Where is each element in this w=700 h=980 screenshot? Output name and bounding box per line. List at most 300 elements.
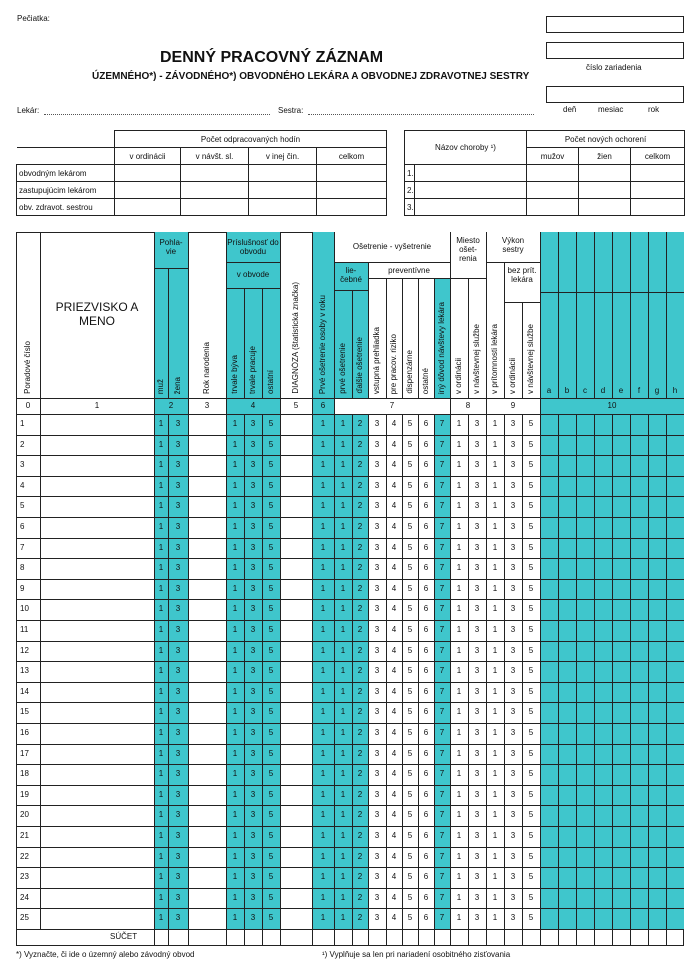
disease-row-number: 3. bbox=[405, 199, 415, 216]
code-cell: 1 bbox=[456, 707, 462, 717]
code-cell: 7 bbox=[439, 872, 445, 882]
code-cell: 7 bbox=[439, 851, 445, 861]
hours-cell[interactable] bbox=[181, 165, 249, 182]
extra-column-header: d bbox=[600, 386, 606, 395]
code-cell: 1 bbox=[456, 892, 462, 902]
code-cell: 1 bbox=[232, 769, 238, 779]
patient-name-cell[interactable] bbox=[41, 683, 153, 702]
code-cell: 5 bbox=[407, 789, 413, 799]
code-cell: 3 bbox=[175, 769, 181, 779]
code-cell: 5 bbox=[268, 480, 274, 490]
nurse-field[interactable] bbox=[308, 114, 534, 115]
sum-cell[interactable] bbox=[369, 930, 386, 945]
column-line bbox=[402, 232, 403, 946]
code-cell: 1 bbox=[158, 625, 164, 634]
code-cell: 1 bbox=[492, 666, 498, 676]
code-cell: 4 bbox=[391, 480, 397, 490]
code-cell: 6 bbox=[423, 563, 429, 573]
code-cell: 7 bbox=[439, 583, 445, 593]
code-cell: 5 bbox=[268, 460, 274, 470]
patient-name-cell[interactable] bbox=[41, 642, 153, 661]
code-cell: 3 bbox=[374, 645, 380, 655]
hours-cell[interactable] bbox=[317, 165, 387, 182]
code-cell: 6 bbox=[423, 460, 429, 470]
shaded-column bbox=[666, 232, 684, 929]
code-cell: 5 bbox=[528, 831, 534, 840]
code-cell: 3 bbox=[474, 666, 480, 676]
district-lives-header: trvale býva bbox=[230, 355, 239, 394]
code-cell: 3 bbox=[510, 542, 516, 552]
code-cell: 6 bbox=[423, 583, 429, 593]
patient-name-cell[interactable] bbox=[41, 765, 153, 784]
sum-label: SÚČET bbox=[110, 932, 138, 941]
code-cell: 2 bbox=[357, 872, 363, 882]
code-cell: 5 bbox=[407, 501, 413, 511]
hours-cell[interactable] bbox=[317, 182, 387, 199]
disease-cell[interactable] bbox=[631, 182, 685, 199]
code-cell: 1 bbox=[320, 707, 326, 717]
header-line bbox=[334, 262, 450, 263]
patient-name-cell[interactable] bbox=[41, 539, 153, 558]
code-cell: 3 bbox=[510, 501, 516, 511]
code-cell: 1 bbox=[492, 872, 498, 882]
disease-cell[interactable] bbox=[579, 199, 631, 216]
code-cell: 1 bbox=[492, 480, 498, 490]
sum-cell[interactable] bbox=[451, 930, 468, 945]
column-line bbox=[280, 232, 281, 946]
sum-cell[interactable] bbox=[435, 930, 450, 945]
code-cell: 5 bbox=[528, 501, 534, 511]
code-cell: 3 bbox=[175, 728, 181, 737]
code-cell: 3 bbox=[250, 913, 256, 923]
code-cell: 4 bbox=[391, 913, 397, 923]
code-cell: 3 bbox=[250, 789, 256, 799]
code-cell: 5 bbox=[407, 460, 413, 470]
code-cell: 1 bbox=[158, 645, 164, 655]
column-line bbox=[486, 232, 487, 946]
code-cell: 3 bbox=[474, 728, 480, 737]
code-cell: 1 bbox=[492, 501, 498, 511]
code-cell: 3 bbox=[250, 460, 256, 470]
disease-name-cell[interactable] bbox=[415, 165, 527, 182]
hours-cell[interactable] bbox=[249, 199, 317, 216]
code-cell: 1 bbox=[320, 769, 326, 779]
code-cell: 1 bbox=[320, 748, 326, 758]
patient-name-cell[interactable] bbox=[41, 848, 153, 867]
hours-cell[interactable] bbox=[115, 199, 181, 216]
place-header: Miesto ošet-renia bbox=[456, 236, 480, 263]
code-cell: 1 bbox=[340, 707, 346, 717]
code-cell: 1 bbox=[232, 686, 238, 696]
code-cell: 4 bbox=[391, 645, 397, 655]
code-cell: 1 bbox=[232, 851, 238, 861]
code-cell: 3 bbox=[374, 810, 380, 820]
column-line bbox=[368, 232, 369, 946]
code-cell: 3 bbox=[250, 707, 256, 717]
row-number: 23 bbox=[20, 872, 29, 882]
patient-name-cell[interactable] bbox=[41, 827, 153, 846]
code-cell: 3 bbox=[250, 666, 256, 676]
code-cell: 1 bbox=[340, 480, 346, 490]
patient-name-cell[interactable] bbox=[41, 724, 153, 743]
code-cell: 3 bbox=[374, 686, 380, 696]
hours-cell[interactable] bbox=[249, 182, 317, 199]
code-cell: 5 bbox=[407, 851, 413, 861]
code-cell: 5 bbox=[528, 583, 534, 593]
code-cell: 3 bbox=[374, 625, 380, 634]
code-cell: 1 bbox=[232, 480, 238, 490]
code-cell: 1 bbox=[232, 831, 238, 840]
patient-name-cell[interactable] bbox=[41, 497, 153, 516]
code-cell: 6 bbox=[423, 542, 429, 552]
code-cell: 3 bbox=[175, 872, 181, 882]
code-cell: 1 bbox=[320, 583, 326, 593]
doctor-label: Lekár: bbox=[17, 106, 40, 115]
code-cell: 3 bbox=[250, 851, 256, 861]
patient-name-cell[interactable] bbox=[41, 580, 153, 599]
code-cell: 1 bbox=[232, 542, 238, 552]
extra-column-header: g bbox=[654, 386, 660, 395]
column-number: 8 bbox=[465, 401, 471, 410]
code-cell: 1 bbox=[456, 686, 462, 696]
code-cell: 1 bbox=[158, 913, 164, 923]
code-cell: 6 bbox=[423, 666, 429, 676]
patient-name-cell[interactable] bbox=[41, 745, 153, 764]
code-cell: 6 bbox=[423, 522, 429, 531]
code-cell: 5 bbox=[528, 728, 534, 737]
code-cell: 1 bbox=[340, 769, 346, 779]
code-cell: 3 bbox=[374, 542, 380, 552]
disease-cell[interactable] bbox=[579, 165, 631, 182]
code-cell: 2 bbox=[357, 501, 363, 511]
column-line bbox=[154, 232, 155, 946]
code-cell: 3 bbox=[510, 913, 516, 923]
code-cell: 5 bbox=[407, 728, 413, 737]
disease-cell[interactable] bbox=[527, 182, 579, 199]
code-cell: 5 bbox=[407, 666, 413, 676]
code-cell: 1 bbox=[232, 645, 238, 655]
hours-cell[interactable] bbox=[181, 182, 249, 199]
code-cell: 1 bbox=[232, 460, 238, 470]
code-cell: 1 bbox=[456, 913, 462, 923]
code-cell: 5 bbox=[268, 645, 274, 655]
code-cell: 5 bbox=[268, 666, 274, 676]
disease-cell[interactable] bbox=[527, 199, 579, 216]
patient-name-cell[interactable] bbox=[41, 662, 153, 681]
header-line bbox=[450, 278, 486, 279]
patient-name-cell[interactable] bbox=[41, 868, 153, 887]
code-cell: 3 bbox=[374, 563, 380, 573]
district-works-header: trvale pracuje bbox=[248, 345, 257, 394]
code-cell: 3 bbox=[250, 522, 256, 531]
code-cell: 3 bbox=[374, 913, 380, 923]
code-cell: 1 bbox=[320, 460, 326, 470]
code-cell: 6 bbox=[423, 625, 429, 634]
code-cell: 3 bbox=[250, 542, 256, 552]
row-number: 14 bbox=[20, 686, 29, 696]
code-cell: 3 bbox=[374, 460, 380, 470]
sum-cell[interactable] bbox=[387, 930, 402, 945]
code-cell: 4 bbox=[391, 851, 397, 861]
code-cell: 1 bbox=[492, 439, 498, 449]
code-cell: 3 bbox=[510, 789, 516, 799]
code-cell: 3 bbox=[510, 522, 516, 531]
row-number: 22 bbox=[20, 851, 29, 861]
code-cell: 7 bbox=[439, 542, 445, 552]
date-label-day: deň bbox=[563, 105, 577, 114]
sum-cell[interactable] bbox=[505, 930, 522, 945]
patient-name-cell[interactable] bbox=[41, 456, 153, 475]
hours-cell[interactable] bbox=[249, 165, 317, 182]
sum-cell[interactable] bbox=[353, 930, 368, 945]
code-cell: 3 bbox=[510, 625, 516, 634]
patient-name-cell[interactable] bbox=[41, 909, 153, 928]
code-cell: 2 bbox=[357, 892, 363, 902]
extra-column-header: f bbox=[637, 386, 641, 395]
patient-name-cell[interactable] bbox=[41, 600, 153, 619]
column-line bbox=[504, 232, 505, 946]
new-cases-col: celkom bbox=[631, 148, 685, 165]
code-cell: 5 bbox=[528, 892, 534, 902]
code-cell: 3 bbox=[250, 563, 256, 573]
disease-name-header: Názov choroby ¹) bbox=[405, 131, 527, 165]
code-cell: 6 bbox=[423, 851, 429, 861]
disease-cell[interactable] bbox=[579, 182, 631, 199]
code-cell: 1 bbox=[158, 686, 164, 696]
code-cell: 1 bbox=[456, 748, 462, 758]
code-cell: 5 bbox=[528, 810, 534, 820]
code-cell: 5 bbox=[528, 769, 534, 779]
nurse-label: Sestra: bbox=[278, 106, 304, 115]
disease-table bbox=[404, 130, 685, 216]
facility-number-box[interactable] bbox=[546, 42, 684, 59]
patient-name-cell[interactable] bbox=[41, 559, 153, 578]
column-line bbox=[386, 232, 387, 946]
code-cell: 3 bbox=[175, 522, 181, 531]
code-cell: 3 bbox=[474, 831, 480, 840]
date-box[interactable] bbox=[546, 86, 684, 103]
patient-name-cell[interactable] bbox=[41, 703, 153, 722]
column-line bbox=[594, 232, 595, 946]
code-cell: 3 bbox=[175, 666, 181, 676]
code-cell: 5 bbox=[268, 810, 274, 820]
code-cell: 5 bbox=[407, 563, 413, 573]
footnote-special: ¹) Vyplňuje sa len pri nariadení osobitného zisťovania bbox=[322, 950, 511, 959]
code-cell: 2 bbox=[357, 769, 363, 779]
code-cell: 5 bbox=[268, 769, 274, 779]
code-cell: 5 bbox=[268, 419, 274, 428]
code-cell: 5 bbox=[268, 522, 274, 531]
code-cell: 6 bbox=[423, 419, 429, 428]
code-cell: 7 bbox=[439, 666, 445, 676]
facility-number-label: číslo zariadenia bbox=[586, 63, 642, 72]
shaded-column bbox=[540, 232, 558, 929]
code-cell: 4 bbox=[391, 728, 397, 737]
code-cell: 1 bbox=[320, 542, 326, 552]
code-cell: 3 bbox=[510, 604, 516, 614]
shaded-column bbox=[558, 232, 576, 929]
disease-cell[interactable] bbox=[631, 165, 685, 182]
code-cell: 1 bbox=[456, 789, 462, 799]
code-cell: 5 bbox=[407, 872, 413, 882]
code-cell: 6 bbox=[423, 728, 429, 737]
code-cell: 6 bbox=[423, 748, 429, 758]
code-box-top[interactable] bbox=[546, 16, 684, 33]
code-cell: 1 bbox=[456, 645, 462, 655]
patient-name-cell[interactable] bbox=[41, 415, 153, 434]
code-cell: 5 bbox=[528, 604, 534, 614]
row-number: 20 bbox=[20, 810, 29, 820]
code-cell: 2 bbox=[357, 604, 363, 614]
disease-name-cell[interactable] bbox=[415, 182, 527, 199]
hours-cell[interactable] bbox=[115, 182, 181, 199]
hours-cell[interactable] bbox=[115, 165, 181, 182]
date-label-year: rok bbox=[648, 105, 660, 114]
code-cell: 5 bbox=[268, 748, 274, 758]
code-cell: 1 bbox=[320, 480, 326, 490]
code-cell: 1 bbox=[456, 810, 462, 820]
code-cell: 3 bbox=[510, 851, 516, 861]
patient-name-cell[interactable] bbox=[41, 806, 153, 825]
code-cell: 7 bbox=[439, 769, 445, 779]
hours-row-label: obvodným lekárom bbox=[17, 165, 115, 182]
code-cell: 3 bbox=[250, 831, 256, 840]
patient-name-cell[interactable] bbox=[41, 786, 153, 805]
code-cell: 7 bbox=[439, 728, 445, 737]
code-cell: 1 bbox=[492, 728, 498, 737]
code-cell: 1 bbox=[158, 769, 164, 779]
hours-cell[interactable] bbox=[181, 199, 249, 216]
row-number: 3 bbox=[20, 460, 25, 470]
code-cell: 3 bbox=[510, 419, 516, 428]
code-cell: 1 bbox=[158, 419, 164, 428]
disease-cell[interactable] bbox=[527, 165, 579, 182]
code-cell: 3 bbox=[374, 851, 380, 861]
sum-cell[interactable] bbox=[469, 930, 486, 945]
code-cell: 1 bbox=[232, 604, 238, 614]
code-cell: 5 bbox=[268, 604, 274, 614]
patient-name-cell[interactable] bbox=[41, 621, 153, 640]
code-cell: 1 bbox=[340, 851, 346, 861]
code-cell: 1 bbox=[320, 831, 326, 840]
code-cell: 4 bbox=[391, 419, 397, 428]
code-cell: 7 bbox=[439, 748, 445, 758]
nurse-visit-header: v návštevnej službe bbox=[526, 324, 535, 394]
code-cell: 1 bbox=[456, 728, 462, 737]
sum-cell[interactable] bbox=[523, 930, 540, 945]
column-number: 9 bbox=[510, 401, 516, 410]
sum-cell[interactable] bbox=[403, 930, 418, 945]
code-cell: 3 bbox=[510, 666, 516, 676]
code-cell: 1 bbox=[340, 872, 346, 882]
name-header: PRIEZVISKO A MENO bbox=[55, 300, 139, 328]
code-cell: 6 bbox=[423, 831, 429, 840]
code-cell: 1 bbox=[158, 810, 164, 820]
patient-name-cell[interactable] bbox=[41, 889, 153, 908]
treatment-sub-header: dispenzárne bbox=[405, 350, 414, 394]
code-cell: 1 bbox=[232, 913, 238, 923]
code-cell: 3 bbox=[175, 645, 181, 655]
code-cell: 3 bbox=[374, 769, 380, 779]
code-cell: 1 bbox=[320, 604, 326, 614]
code-cell: 3 bbox=[175, 789, 181, 799]
code-cell: 1 bbox=[232, 583, 238, 593]
code-cell: 5 bbox=[268, 686, 274, 696]
code-cell: 5 bbox=[528, 419, 534, 428]
code-cell: 3 bbox=[175, 604, 181, 614]
code-cell: 1 bbox=[492, 604, 498, 614]
code-cell: 2 bbox=[357, 563, 363, 573]
header-line bbox=[504, 302, 540, 303]
code-cell: 1 bbox=[320, 419, 326, 428]
sum-cell[interactable] bbox=[419, 930, 434, 945]
hours-row-label: obv. zdravot. sestrou bbox=[17, 199, 115, 216]
code-cell: 3 bbox=[175, 686, 181, 696]
code-cell: 3 bbox=[374, 583, 380, 593]
code-cell: 2 bbox=[357, 748, 363, 758]
row-number: 2 bbox=[20, 439, 25, 449]
row-number: 7 bbox=[20, 542, 25, 552]
column-line bbox=[418, 232, 419, 946]
code-cell: 3 bbox=[374, 419, 380, 428]
code-cell: 3 bbox=[474, 439, 480, 449]
code-cell: 5 bbox=[528, 439, 534, 449]
row-number: 19 bbox=[20, 789, 29, 799]
sum-cell[interactable] bbox=[487, 930, 504, 945]
code-cell: 3 bbox=[474, 625, 480, 634]
patient-name-cell[interactable] bbox=[41, 518, 153, 537]
code-cell: 3 bbox=[474, 769, 480, 779]
code-cell: 5 bbox=[407, 542, 413, 552]
column-line bbox=[352, 232, 353, 946]
code-cell: 1 bbox=[340, 810, 346, 820]
patient-name-cell[interactable] bbox=[41, 477, 153, 496]
code-cell: 1 bbox=[492, 789, 498, 799]
hours-cell[interactable] bbox=[317, 199, 387, 216]
code-cell: 3 bbox=[175, 501, 181, 511]
code-cell: 1 bbox=[232, 728, 238, 737]
code-cell: 7 bbox=[439, 563, 445, 573]
page-title: DENNÝ PRACOVNÝ ZÁZNAM bbox=[160, 49, 384, 66]
stamp-label: Pečiatka: bbox=[17, 14, 50, 23]
code-cell: 1 bbox=[492, 460, 498, 470]
patient-name-cell[interactable] bbox=[41, 436, 153, 455]
sum-cell[interactable] bbox=[335, 930, 352, 945]
code-cell: 1 bbox=[340, 460, 346, 470]
disease-name-cell[interactable] bbox=[415, 199, 527, 216]
disease-cell[interactable] bbox=[631, 199, 685, 216]
code-cell: 3 bbox=[175, 480, 181, 490]
column-line bbox=[648, 232, 649, 946]
code-cell: 5 bbox=[407, 645, 413, 655]
code-cell: 3 bbox=[510, 563, 516, 573]
code-cell: 1 bbox=[492, 913, 498, 923]
code-cell: 6 bbox=[423, 604, 429, 614]
code-cell: 1 bbox=[492, 522, 498, 531]
code-cell: 1 bbox=[232, 748, 238, 758]
code-cell: 3 bbox=[250, 728, 256, 737]
code-cell: 1 bbox=[320, 789, 326, 799]
code-cell: 5 bbox=[268, 501, 274, 511]
code-cell: 5 bbox=[407, 748, 413, 758]
hours-col: v inej čin. bbox=[249, 148, 317, 165]
code-cell: 1 bbox=[340, 439, 346, 449]
hours-col: v návšt. sl. bbox=[181, 148, 249, 165]
doctor-field[interactable] bbox=[44, 114, 270, 115]
code-cell: 1 bbox=[456, 583, 462, 593]
code-cell: 1 bbox=[158, 872, 164, 882]
code-cell: 3 bbox=[250, 480, 256, 490]
